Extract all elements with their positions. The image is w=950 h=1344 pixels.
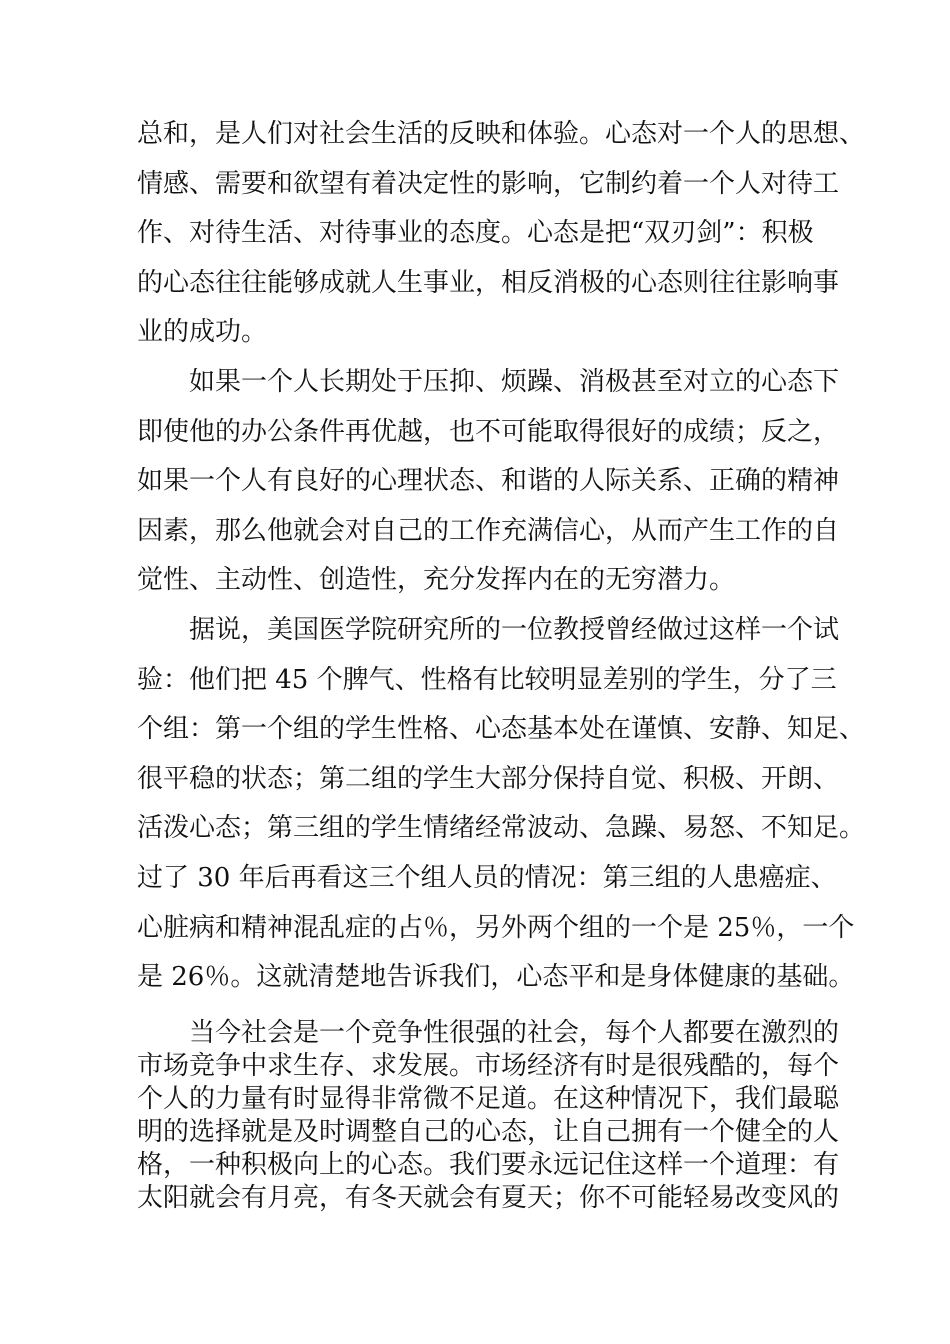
text-line: 觉性、主动性、创造性，充分发挥内在的无穷潜力。 [137,565,736,596]
text-line: 如果一个人有良好的心理状态、和谐的人际关系、正确的精神 [137,466,840,497]
text-line: 市场竞争中求生存、求发展。市场经济有时是很残酷的，每个 [137,1051,840,1081]
text-line: 的心态往往能够成就人生事业，相反消极的心态则往往影响事 [137,267,840,298]
text-line: 即使他的办公条件再优越，也不可能取得很好的成绩；反之， [137,416,840,447]
text-line: 明的选择就是及时调整自己的心态，让自己拥有一个健全的人 [137,1117,840,1147]
paragraph-3 [137,606,866,1003]
paragraph-4 [137,1017,857,1215]
text-line: 总和，是人们对社会生活的反映和体验。心态对一个人的思想、 [137,119,866,149]
text-line: 业的成功。 [137,317,268,348]
text-line: 验：他们把 45 个脾气、性格有比较明显差别的学生，分了三 [137,664,837,695]
text-line: 过了 30 年后再看这三个组人员的情况：第三组的人患癌症、 [137,862,837,893]
text-line: 个组：第一个组的学生性格、心态基本处在谨慎、安静、知足、 [137,714,866,745]
paragraph-1 [137,110,866,358]
text-line: 是 26％。这就清楚地告诉我们，心态平和是身体健康的基础。 [137,962,855,993]
text-line: 心脏病和精神混乱症的占％，另外两个组的一个是 25％，一个 [137,912,855,943]
text-line: 很平稳的状态；第二组的学生大部分保持自觉、积极、开朗、 [137,763,840,794]
text-line: 据说，美国医学院研究所的一位教授曾经做过这样一个试 [137,615,840,645]
text-line: 作、对待生活、对待事业的态度。心态是把“双刃剑”：积极 [137,218,814,249]
paragraph-2 [137,358,857,606]
text-line: 格，一种积极向上的心态。我们要永远记住这样一个道理：有 [137,1150,840,1180]
text-line: 活泼心态；第三组的学生情绪经常波动、急躁、易怒、不知足。 [137,813,866,844]
text-line: 因素，那么他就会对自己的工作充满信心，从而产生工作的自 [137,515,840,546]
text-line: 情感、需要和欲望有着决定性的影响，它制约着一个人对待工 [137,168,840,199]
text-line: 太阳就会有月亮，有冬天就会有夏天；你不可能轻易改变风的 [137,1183,840,1213]
text-line: 个人的力量有时显得非常微不足道。在这种情况下，我们最聪 [137,1084,840,1114]
text-line: 如果一个人长期处于压抑、烦躁、消极甚至对立的心态下 [137,367,840,397]
text-line: 当今社会是一个竞争性很强的社会，每个人都要在激烈的 [137,1018,840,1048]
